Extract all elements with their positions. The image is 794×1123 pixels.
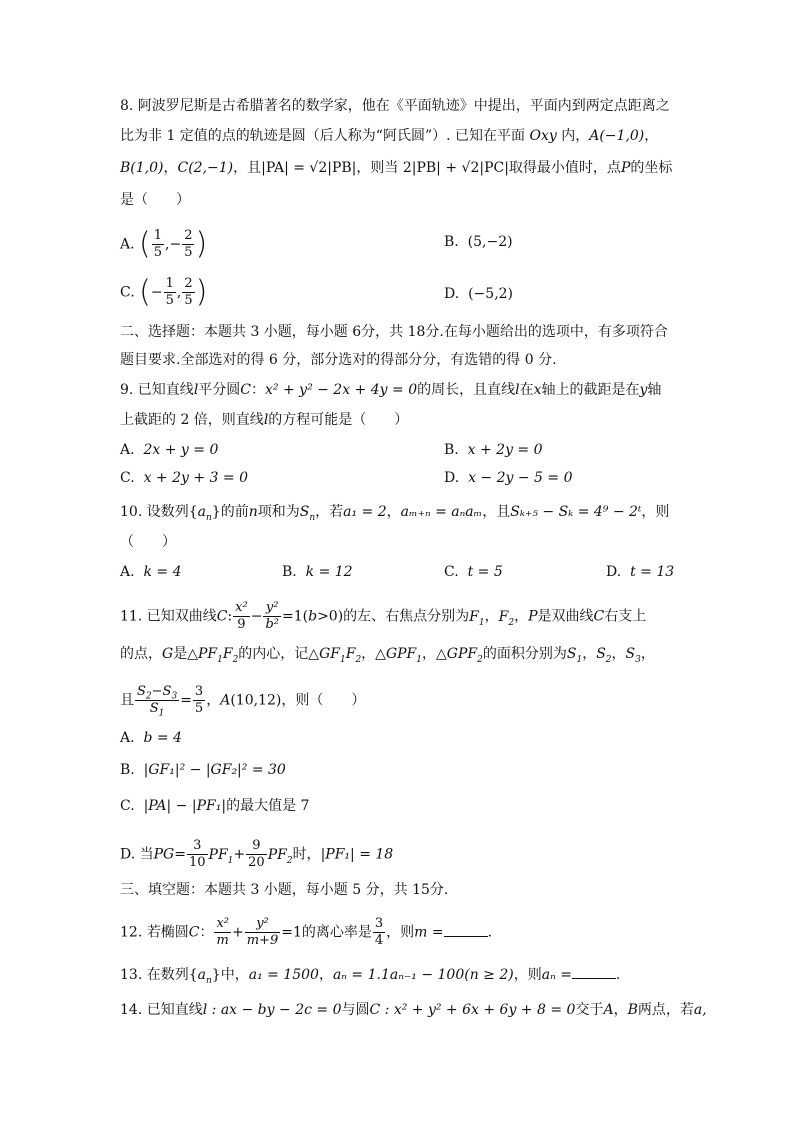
q9-option-c: C. x + 2y + 3 = 0 xyxy=(120,470,248,486)
q9-text: 平分圆 xyxy=(198,382,241,398)
q14-line-1: 14. 已知直线l : ax − by − 2c = 0与圆C : x² + y² + 6x + 6y + 8 = 0交于A，B两点，若a, xyxy=(120,1002,707,1018)
q8-option-d xyxy=(444,284,513,304)
q8-line-4 xyxy=(120,190,190,210)
fraction: $\frac{\text{x²}}{9}$ xyxy=(235,600,248,632)
q12-line-1: 12. 若椭圆C： $\frac{\text{x²}}{m}$ + $\frac{\text{y²}}{m+9}$ =1的离心率是 $\frac{3}{4}$ ，则m = . xyxy=(120,916,493,948)
q13-text: 13. 在数列 xyxy=(120,967,189,983)
q8-text: 内， xyxy=(556,128,590,144)
q9-text: 轴上的截距是在 xyxy=(541,382,640,398)
q11-text: 的内心，记 xyxy=(238,646,309,662)
q13-text: 中， xyxy=(220,967,249,983)
q10-option-b: B. k = 12 xyxy=(282,564,353,580)
fraction: $\frac{S_2-S_3}{S_1}$ xyxy=(137,684,178,719)
math-a1: a₁ = 2 xyxy=(343,504,387,520)
fraction: $\frac{9}{20}$ xyxy=(248,838,265,870)
fraction: $\frac{1}{5}$ xyxy=(165,276,174,308)
section-2-heading xyxy=(120,322,668,342)
q11-text: 的面积分别为 xyxy=(482,646,567,662)
q9-text: 轴 xyxy=(647,382,662,398)
q11-text: ，则（ ） xyxy=(281,692,366,709)
q10-option-a: A. k = 4 xyxy=(120,564,182,580)
math-point-c: C(2,−1) xyxy=(177,160,234,176)
section-text: 二、选择题：本题共 3 小题，每小题 6分，共 18分.在每小题给出的选项中，有多项符合 xyxy=(120,324,668,340)
q12-text: 的离心率是 xyxy=(301,924,372,941)
q9-text: 的方程可能是（ ） xyxy=(268,412,409,428)
q9-line-2: 上截距的 2 倍，则直线l的方程可能是（ ） xyxy=(120,412,409,428)
fraction: $\frac{3}{4}$ xyxy=(374,916,384,948)
q9-option-d: D. x − 2y − 5 = 0 xyxy=(444,470,573,486)
q14-text: 14. 已知直线 xyxy=(120,1002,203,1018)
math-point-a: A(−1,0) xyxy=(589,128,645,144)
fraction: $\frac{\text{x²}}{m}$ xyxy=(216,916,229,948)
q11-text: 的左、右焦点分别为 xyxy=(343,608,470,625)
fraction: $\frac{3}{10}$ xyxy=(188,838,206,870)
q11-option-b: B. |GF₁|² − |GF₂|² = 30 xyxy=(120,762,286,778)
q9-option-b: B. x + 2y = 0 xyxy=(444,442,543,458)
q8-option-a: A. ( $\frac{1}{5}$ ,− $\frac{2}{5}$ ) xyxy=(120,226,208,262)
math-sk: Sₖ₊₅ − Sₖ = 4⁹ − 2ᵗ xyxy=(510,504,642,520)
q14-text: 两点，若 xyxy=(637,1002,694,1018)
q10-option-d: D. t = 13 xyxy=(606,564,675,580)
math-plane: Oxy xyxy=(529,128,557,144)
q8-option-b xyxy=(444,232,513,252)
q9-text: 在 xyxy=(519,382,534,398)
q11-text: 的点， xyxy=(120,646,162,662)
q14-text: 交于 xyxy=(575,1002,604,1018)
q11-line-3: 且 $\frac{S_2-S_3}{S_1}$ = $\frac{3}{5}$ ，A(10,12)，则（ ） xyxy=(120,684,366,719)
q8-text: 的坐标 xyxy=(630,160,673,176)
fraction: $\frac{2}{5}$ xyxy=(184,276,193,308)
q13-text: ，则 xyxy=(513,967,542,983)
q10-text: ，若 xyxy=(315,504,344,520)
q10-text: 的前 xyxy=(220,504,249,520)
option-value: (5,−2) xyxy=(467,234,513,250)
q9-text: 的周长，且直线 xyxy=(417,382,516,398)
q10-text: ，则 xyxy=(641,504,670,520)
q8-line-3: B(1,0)，C(2,−1)，且|PA| = √2|PB|，则当 2|PB| + √2|PC|取得最小值时，点P的坐标 xyxy=(120,160,673,176)
q11-line-2: 的点，G是$\triangle PF_1F_2$的内心，记$\triangle GF_1F_2$，$\triangle GPF_1$，$\triangle GPF_2$的面积分别为$S_1$，$S_2$，$S_3$， xyxy=(120,646,655,665)
q10-line-2: （ ） xyxy=(120,534,176,550)
fraction: $\frac{\text{y²}}{\text{b²}}$ xyxy=(265,600,279,632)
q9-line-1: 9. 已知直线l平分圆C：x² + y² − 2x + 4y = 0的周长，且直线l在x轴上的截距是在y轴 xyxy=(120,382,662,398)
q9-option-a: A. 2x + y = 0 xyxy=(120,442,219,458)
q14-text: 与圆 xyxy=(341,1002,370,1018)
math-circle: x² + y² − 2x + 4y = 0 xyxy=(265,382,418,398)
q9-text: 上截距的 2 倍，则直线 xyxy=(120,412,264,428)
q11-option-a: A. b = 4 xyxy=(120,730,182,746)
fraction: $\frac{1}{5}$ xyxy=(153,228,163,260)
q11-text: 右支上 xyxy=(604,608,647,625)
q10-text: ，且 xyxy=(482,504,511,520)
math-amn: aₘ₊ₙ = aₙaₘ xyxy=(400,504,483,520)
option-label: A. xyxy=(120,236,135,253)
option-label: B. xyxy=(444,234,459,250)
option-label: C. xyxy=(120,284,135,301)
q8-text: 8. 阿波罗尼斯是古希腊著名的数学家，他在《平面轨迹》中提出，平面内到两定点距离之 xyxy=(120,98,670,114)
q11-option-c: C. |PA| − |PF₁|的最大值是 7 xyxy=(120,798,310,814)
answer-blank[interactable] xyxy=(572,964,616,979)
math-point-b: B(1,0) xyxy=(120,160,164,176)
answer-blank[interactable] xyxy=(444,922,488,937)
option-value: (−5,2) xyxy=(468,286,514,302)
q8-text: 比为非 1 定值的点的轨迹是圆（后人称为“阿氏圆”）. 已知在平面 xyxy=(120,128,530,144)
q8-condition: 且|PA| = √2|PB|，则当 2|PB| + √2|PC|取得最小值时，点 xyxy=(247,160,621,176)
q11-option-d: D. 当PG= $\frac{3}{10}$ $PF_1+$ $\frac{9}{20}$ $PF_2$时，|PF₁| = 18 xyxy=(120,838,394,870)
q9-text: 9. 已知直线 xyxy=(120,382,194,398)
q11-text: 是 xyxy=(173,646,188,662)
q8-line-1 xyxy=(120,96,670,116)
q11-line-1: 11. 已知双曲线C: $\frac{\text{x²}}{9}$ − $\frac{\text{y²}}{\text{b²}}$ =1(b>0)的左、右焦点分别为$F_1$，$F_2$，P是双曲线C右支上 xyxy=(120,600,647,632)
section-text: 三、填空题：本题共 3 小题，每小题 5 分，共 15分. xyxy=(120,882,449,898)
section-text: 题目要求.全部选对的得 6 分，部分选对的得部分分，有选错的得 0 分. xyxy=(120,352,557,368)
q10-text: 10. 设数列 xyxy=(120,504,189,520)
q10-line-1: 10. 设数列$\{a_n\}$的前n项和为$S_n$，若a₁ = 2，aₘ₊ₙ = aₙaₘ，且Sₖ₊₅ − Sₖ = 4⁹ − 2ᵗ，则 xyxy=(120,504,670,523)
q10-text: 项和为 xyxy=(257,504,300,520)
q13-line-1: 13. 在数列$\{a_n\}$中，a₁ = 1500，aₙ = 1.1aₙ₋₁ − 100(n ≥ 2)，则aₙ = . xyxy=(120,964,620,985)
q12-text: 12. 若椭圆 xyxy=(120,924,189,941)
q10-option-c: C. t = 5 xyxy=(444,564,503,580)
q8-option-c: C. (− $\frac{1}{5}$ , $\frac{2}{5}$ ) xyxy=(120,274,208,310)
q11-text: 是双曲线 xyxy=(537,608,594,625)
fraction: $\frac{3}{5}$ xyxy=(194,684,204,716)
option-label: D. xyxy=(444,286,460,302)
section-3-heading xyxy=(120,880,448,900)
fraction: $\frac{\text{y²}}{m+9}$ xyxy=(246,916,279,948)
q11-text: 且 xyxy=(120,692,134,709)
fraction: $\frac{2}{5}$ xyxy=(184,228,193,260)
q8-line-2: 比为非 1 定值的点的轨迹是圆（后人称为“阿氏圆”）. 已知在平面 Oxy 内，A(−1,0)， xyxy=(120,128,659,144)
section-2-heading-2 xyxy=(120,350,557,370)
q8-text: 是（ ） xyxy=(120,192,190,208)
math-point-p: P xyxy=(620,160,631,176)
q12-text: ，则 xyxy=(386,924,415,941)
q11-text: 11. 已知双曲线 xyxy=(120,608,217,625)
